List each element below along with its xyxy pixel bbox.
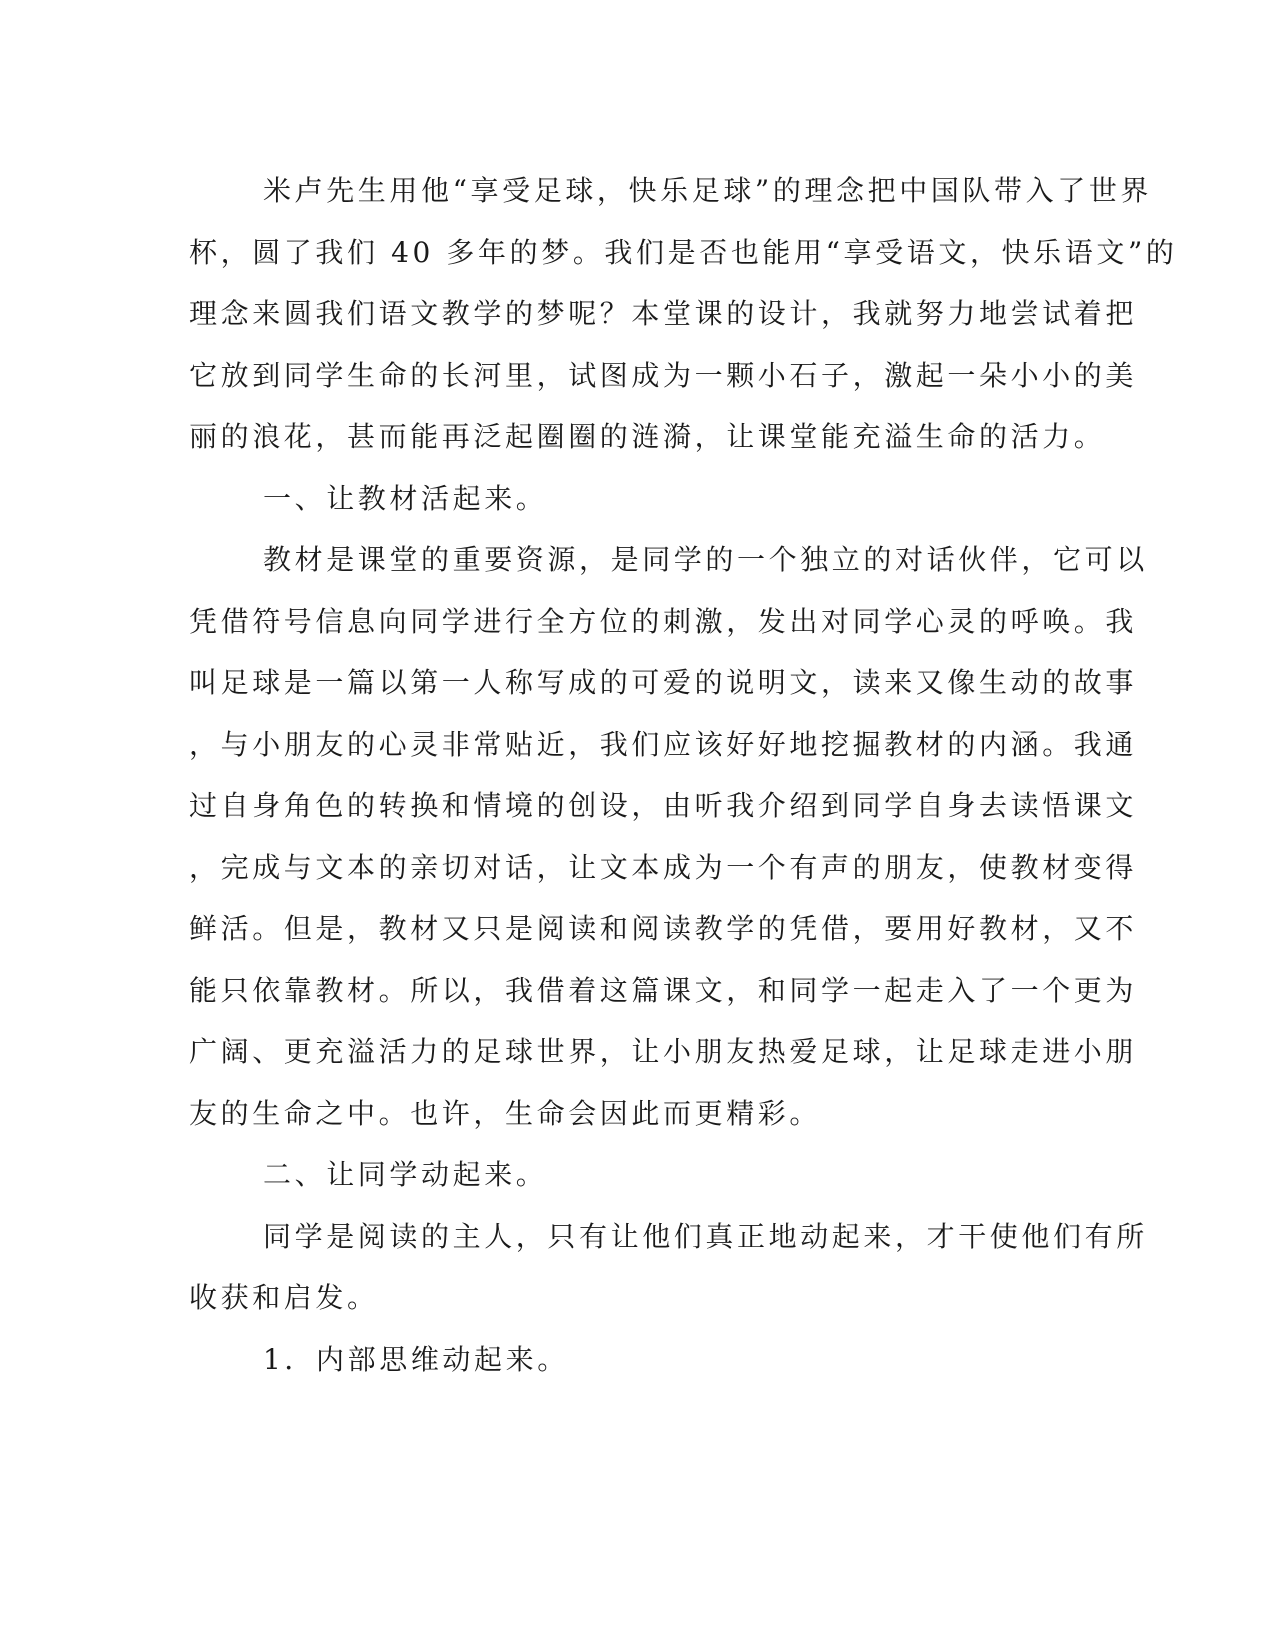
heading-text: 二、让同学动起来。: [263, 1158, 548, 1191]
text-line: 鲜活。但是，教材又只是阅读和阅读教学的凭借，要用好教材，又不: [189, 912, 1138, 945]
text-line: 能只依靠教材。所以，我借着这篇课文，和同学一起走入了一个更为: [189, 973, 1138, 1007]
text-line: 杯，圆了我们 40 多年的梦。我们是否也能用“享受语文，快乐语文”的: [189, 235, 1178, 269]
text-line: ，完成与文本的亲切对话，让文本成为一个有声的朋友，使教材变得: [189, 850, 1138, 884]
text-line: 广阔、更充溢活力的足球世界，让小朋友热爱足球，让足球走进小朋: [189, 1035, 1138, 1068]
section-heading-students: [189, 1144, 1069, 1206]
paragraph-intro: [189, 160, 1178, 468]
text-line: 收获和启发。: [189, 1281, 379, 1314]
text-line: 理念来圆我们语文教学的梦呢？本堂课的设计，我就努力地尝试着把: [189, 297, 1138, 330]
heading-text: 一、让教材活起来。: [263, 481, 548, 515]
text-line: 丽的浪花，甚而能再泛起圈圈的涟漪，让课堂能充溢生命的活力。: [189, 420, 1106, 453]
text-line: 友的生命之中。也许，生命会因此而更精彩。: [189, 1096, 822, 1130]
paragraph-students: [189, 1206, 1148, 1329]
text-line: 米卢先生用他“享受足球，快乐足球”的理念把中国队带入了世界: [263, 174, 1153, 207]
heading-text: 1．内部思维动起来。: [263, 1342, 569, 1376]
text-line: 它放到同学生命的长河里，试图成为一颗小石子，激起一朵小小的美: [189, 358, 1138, 392]
paragraph-textbook: [189, 529, 1148, 1144]
text-line: 凭借符号信息向同学进行全方位的刺激，发出对同学心灵的呼唤。我: [189, 604, 1138, 638]
subsection-heading-thinking: [189, 1329, 1069, 1391]
text-line: 过自身角色的转换和情境的创设，由听我介绍到同学自身去读悟课文: [189, 789, 1138, 822]
text-line: 叫足球是一篇以第一人称写成的可爱的说明文，读来又像生动的故事: [189, 666, 1138, 699]
document-body: [189, 160, 1178, 1390]
text-line: 教材是课堂的重要资源，是同学的一个独立的对话伙伴，它可以: [263, 543, 1148, 576]
section-heading-textbook: [189, 468, 1069, 530]
text-line: 同学是阅读的主人，只有让他们真正地动起来，才干使他们有所: [263, 1219, 1148, 1253]
text-line: ，与小朋友的心灵非常贴近，我们应该好好地挖掘教材的内涵。我通: [189, 727, 1138, 761]
